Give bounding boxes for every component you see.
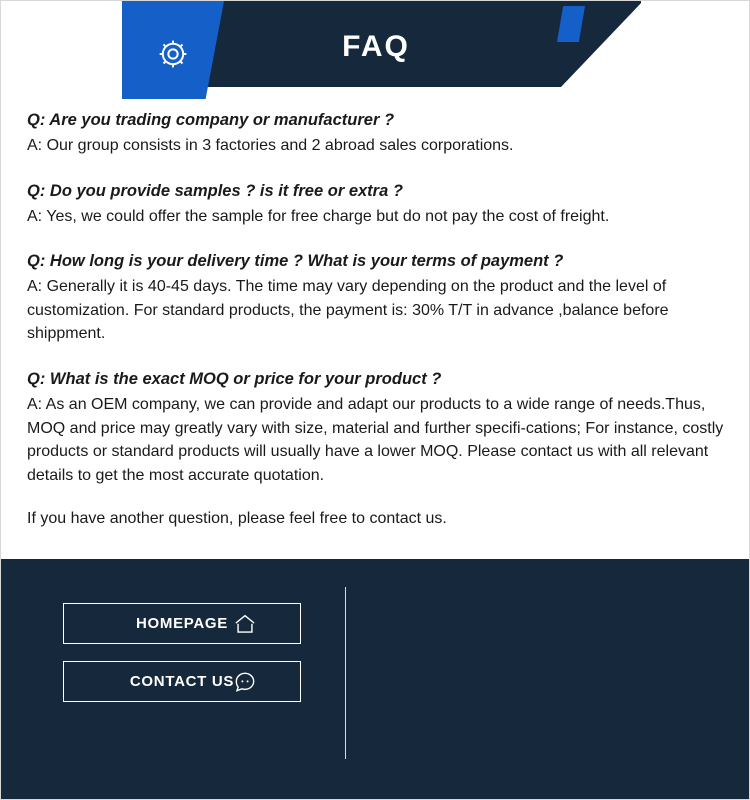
faq-answer: A: As an OEM company, we can provide and adapt our products to a wide range of needs.Thus, MOQ and price may greatly vary with size, material and further specifi-cations; For instance, costly products or standard products will usually have a lower MOQ. Please contact us with all relevant details to get the most accurate quotation. <box>27 396 724 485</box>
homepage-button[interactable] <box>63 603 301 644</box>
faq-question: Q: Do you provide samples ? is it free or extra ? <box>27 181 403 200</box>
faq-question: Q: Are you trading company or manufacturer ? <box>27 111 395 129</box>
home-icon <box>232 611 258 637</box>
footer-divider <box>345 587 346 759</box>
faq-question: Q: How long is your delivery time ? What is your terms of payment ? <box>27 252 564 271</box>
faq-item <box>27 109 727 158</box>
faq-list <box>27 109 727 528</box>
faq-answer: A: Yes, we could offer the sample for free charge but do not pay the cost of freight. <box>27 207 610 225</box>
contact-us-button-label: CONTACT US <box>129 673 235 690</box>
faq-question: Q: What is the exact MOQ or price for your product ? <box>27 370 442 389</box>
page-title: FAQ <box>342 30 410 63</box>
header-banner <box>1 1 750 99</box>
homepage-button-label: HOMEPAGE <box>136 615 228 632</box>
contact-us-button[interactable] <box>63 661 301 702</box>
faq-answer: A: Our group consists in 3 factories and 2 abroad sales corporations. <box>27 136 514 154</box>
faq-answer: A: Generally it is 40-45 days. The time may vary depending on the product and the level of customization. For standard products, the payment is: 30% T/T in advance ,balance before shippment. <box>27 278 669 343</box>
faq-item <box>27 180 727 229</box>
faq-item <box>27 250 727 346</box>
faq-closing-text: If you have another question, please feel free to contact us. <box>27 509 447 527</box>
footer <box>1 559 750 799</box>
chat-bubble-icon <box>232 669 258 695</box>
faq-item <box>27 368 727 488</box>
